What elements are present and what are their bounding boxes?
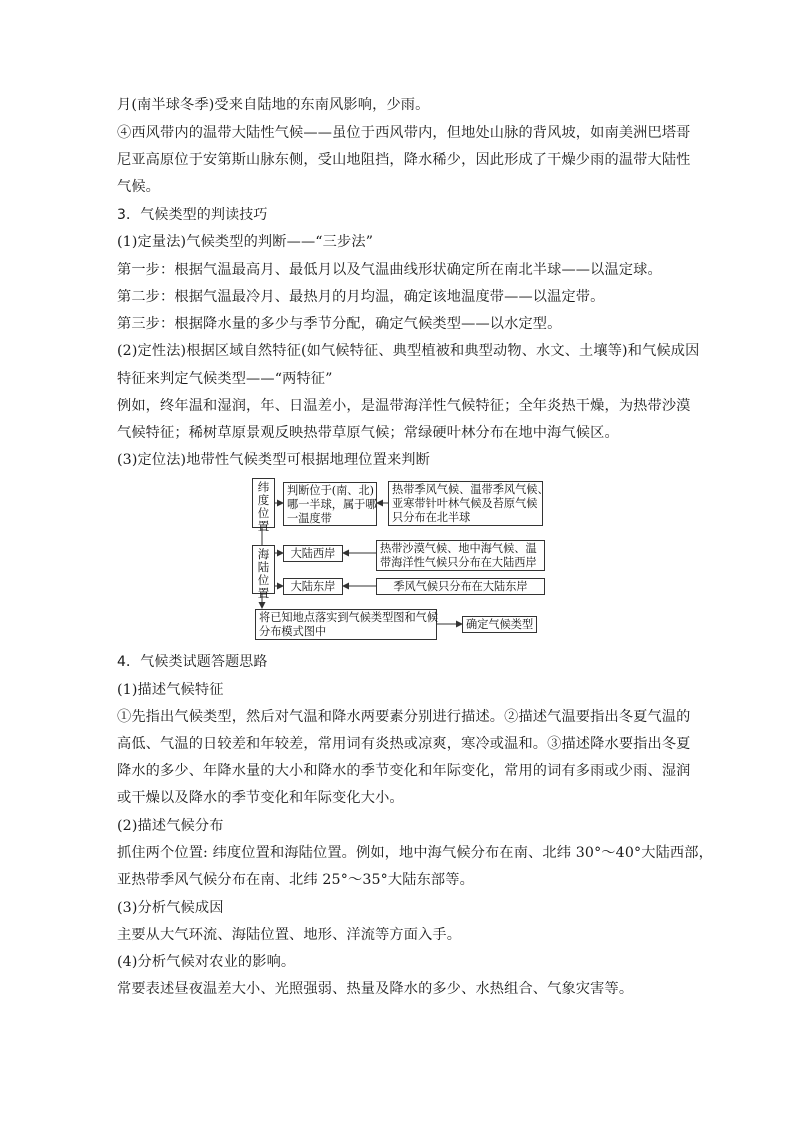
text-line: 气候特征；稀树草原景观反映热带草原气候；常绿硬叶林分布在地中海气候区。 <box>117 425 619 441</box>
flow-text: 确定气候类型 <box>466 618 534 631</box>
flow-text: 将已知地点落实到气候类型图和气候 <box>259 611 439 624</box>
text-line: 高低、气温的日较差和年较差，常用词有炎热或凉爽，寒冷或温和。③描述降水要指出冬夏 <box>117 736 691 752</box>
latitude-position-box <box>252 478 275 533</box>
subheading: (1)描述气候特征 <box>117 682 224 698</box>
west-coast-note-box <box>376 540 545 571</box>
subheading: (2)描述气候分布 <box>117 818 224 834</box>
text-line: ①先指出气候类型，然后对气温和降水两要素分别进行描述。②描述气温要指出冬夏气温的 <box>117 709 691 725</box>
text-line: 第一步：根据气温最高月、最低月以及气温曲线形状确定所在南北半球——以温定球。 <box>117 262 662 278</box>
flow-text: 一温度带 <box>287 512 332 525</box>
flow-text: 热带沙漠气候、地中海气候、温 <box>380 542 537 555</box>
northern-hemisphere-note-box <box>388 481 549 526</box>
east-coast-note-box <box>376 578 545 595</box>
text-line: 抓住两个位置: 纬度位置和海陆位置。例如，地中海气候分布在南、北纬 30°～40°大陆西部， <box>117 845 713 861</box>
flow-text: 大陆东岸 <box>290 580 336 593</box>
text-line: 第二步：根据气温最冷月、最热月的月均温，确定该地温度带——以温定带。 <box>117 289 605 305</box>
text-line: 气候。 <box>117 179 161 195</box>
subheading: (4)分析气候对农业的影响。 <box>117 954 296 970</box>
subheading: (3)分析气候成因 <box>117 900 224 916</box>
combine-maps-box <box>255 609 437 640</box>
text-line: 第三步：根据降水量的多少与季节分配，确定气候类型——以水定型。 <box>117 316 562 332</box>
flow-text: 只分布在北半球 <box>392 511 471 524</box>
east-coast-box <box>283 578 343 595</box>
hemisphere-judgement-box <box>283 482 377 526</box>
subheading: (2)定性法)根据区域自然特征(如气候特征、典型植被和典型动物、水文、土壤等)和气候成因 <box>117 343 700 359</box>
sea-land-position-box <box>252 545 275 600</box>
sea-land-label: 海陆位置 <box>257 547 270 600</box>
text-line: 或干燥以及降水的季节变化和年际变化大小。 <box>117 790 404 806</box>
text-line: 月(南半球冬季)受来自陆地的东南风影响，少雨。 <box>117 97 430 113</box>
west-coast-box <box>283 545 343 562</box>
text-line: 尼亚高原位于安第斯山脉东侧，受山地阻挡，降水稀少，因此形成了干燥少雨的温带大陆性 <box>117 152 691 168</box>
section-heading: 3．气候类型的判读技巧 <box>117 207 268 223</box>
text-line: 降水的多少、年降水量的大小和降水的季节变化和年际变化，常用的词有多雨或少雨、湿润 <box>117 763 691 779</box>
text-line: 例如，终年温和湿润，年、日温差小，是温带海洋性气候特征；全年炎热干燥，为热带沙漠 <box>117 398 691 414</box>
determine-climate-box <box>462 616 537 633</box>
flow-text: 分布模式图中 <box>259 625 327 638</box>
text-line: 特征来判定气候类型——“两特征” <box>117 371 333 387</box>
section-heading: 4．气候类试题答题思路 <box>117 654 268 670</box>
subheading: (3)定位法)地带性气候类型可根据地理位置来判断 <box>117 452 430 468</box>
flow-text: 季风气候只分布在大陆东岸 <box>393 580 528 593</box>
text-line: 常要表述昼夜温差大小、光照强弱、热量及降水的多少、水热组合、气象灾害等。 <box>117 981 634 997</box>
flow-text: 带海洋性气候只分布在大陆西岸 <box>380 556 537 569</box>
flow-text: 热带季风气候、温带季风气候、 <box>392 483 549 496</box>
flow-text: 大陆西岸 <box>290 547 336 560</box>
flow-text: 判断位于(南、北) <box>287 484 375 497</box>
latitude-label: 纬度位置 <box>257 480 270 533</box>
text-line: 主要从大气环流、海陆位置、地形、洋流等方面入手。 <box>117 927 462 943</box>
flow-text: 亚寒带针叶林气候及苔原气候 <box>392 497 538 510</box>
text-line: 亚热带季风气候分布在南、北纬 25°～35°大陆东部等。 <box>117 872 474 888</box>
subheading: (1)定量法)气候类型的判断——“三步法” <box>117 234 374 250</box>
text-line: ④西风带内的温带大陆性气候——虽位于西风带内，但地处山脉的背风坡，如南美洲巴塔哥 <box>117 125 691 141</box>
flow-text: 哪一半球，属于哪 <box>287 498 377 511</box>
